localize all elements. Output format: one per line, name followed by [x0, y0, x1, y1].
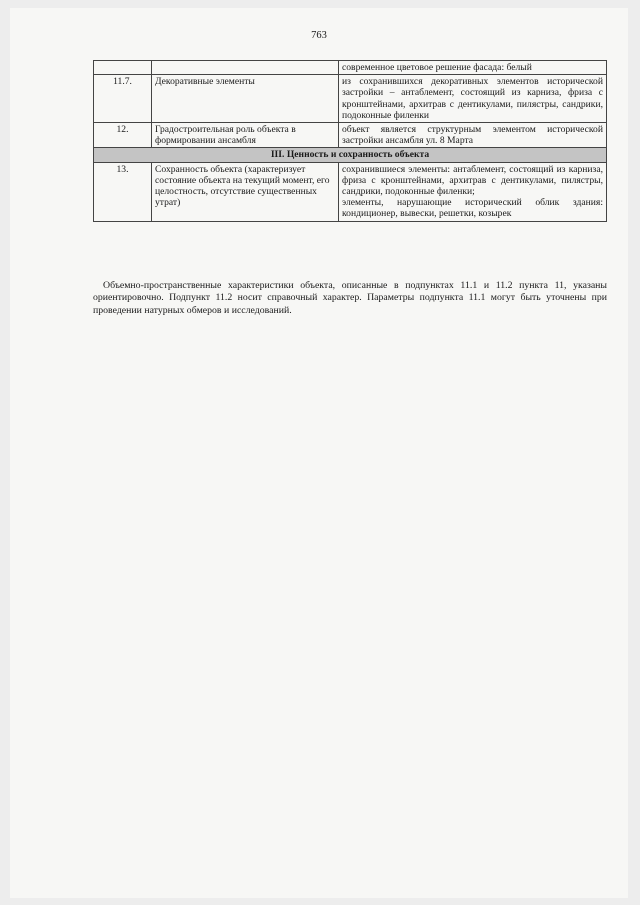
row-number: 13. — [94, 162, 152, 221]
row-number: 11.7. — [94, 75, 152, 123]
row-attribute: Декоративные элементы — [152, 75, 339, 123]
row-attribute: Градостроительная роль объекта в формировании ансамбля — [152, 123, 339, 148]
footnote-paragraph: Объемно-пространственные характеристики объекта, описанные в подпунктах 11.1 и 11.2 пункта 11, указаны ориентировочно. Подпункт 11.2 носит справочный характер. Параметры подпункта 11.1 могут быть уточнены при проведении натурных обмеров и исследований. — [93, 279, 607, 316]
row-attribute — [152, 61, 339, 75]
object-info-table — [93, 60, 607, 222]
preserved-elements-text: сохранившиеся элементы: антаблемент, состоящий из карниза, фриза с кронштейнами, архитрав с дентикулами, пилястры, сандрики, подоконные филенки; — [342, 163, 603, 198]
row-value: из сохранившихся декоративных элементов исторической застройки – антаблемент, состоящий из карниза, фриза с кронштейнами, архитрав с дентикулами, пилястры, сандрики, подоконные филенки — [339, 75, 607, 123]
disturbing-elements-text: элементы, нарушающие исторический облик здания: кондиционер, вывески, решетки, козырек — [342, 197, 603, 220]
row-number: 12. — [94, 123, 152, 148]
table-row — [94, 61, 607, 75]
row-attribute: Сохранность объекта (характеризует состояние объекта на текущий момент, его целостность, отсутствие существенных утрат) — [152, 162, 339, 221]
row-value — [339, 162, 607, 221]
table-row — [94, 75, 607, 123]
page-number: 763 — [311, 30, 327, 41]
table-row — [94, 162, 607, 221]
document-page — [10, 8, 628, 898]
row-number — [94, 61, 152, 75]
section-title: III. Ценность и сохранность объекта — [94, 148, 607, 162]
row-value: объект является структурным элементом исторической застройки ансамбля ул. 8 Марта — [339, 123, 607, 148]
table-row — [94, 123, 607, 148]
row-value: современное цветовое решение фасада: белый — [339, 61, 607, 75]
section-header-row — [94, 148, 607, 162]
